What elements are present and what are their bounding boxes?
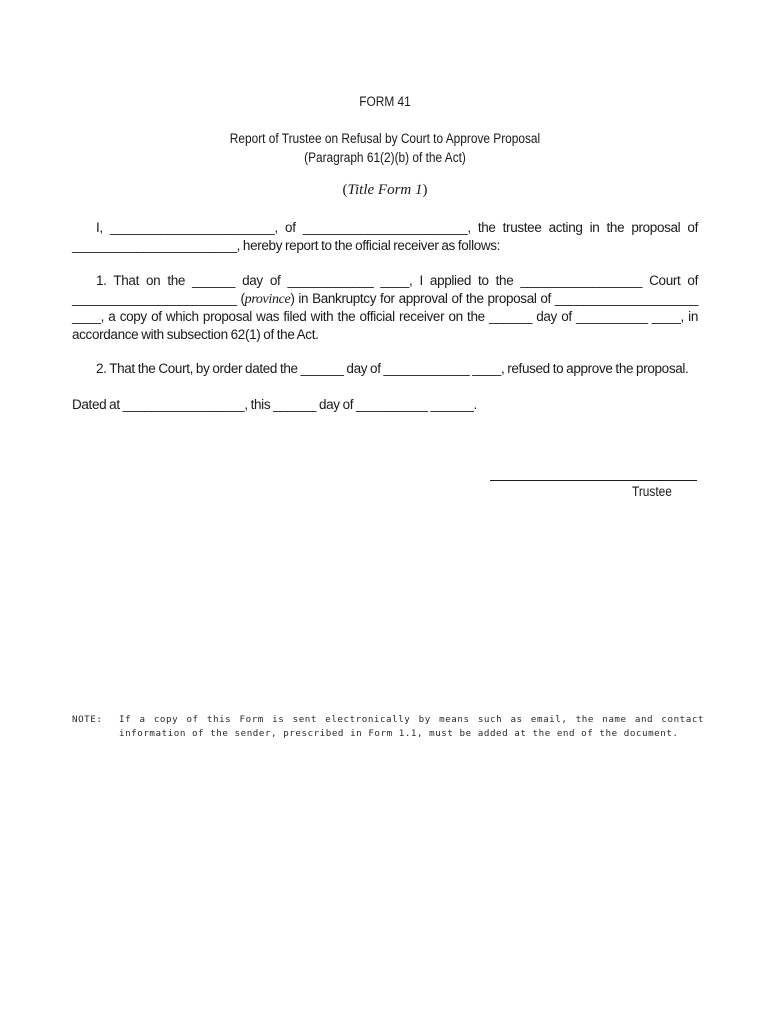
province-label: province bbox=[244, 291, 291, 307]
title-form-text: Title Form 1 bbox=[347, 182, 423, 198]
signature-line bbox=[490, 480, 697, 481]
paragraph-one-line-4: accordance with subsection 62(1) of the Act. bbox=[72, 326, 319, 342]
paragraph-one-line-2-post: ) in Bankruptcy for approval of the proposal of ____________________ bbox=[290, 290, 698, 306]
paragraph-two bbox=[72, 360, 698, 378]
paragraph-one bbox=[72, 272, 698, 343]
paragraph-one-line-1: 1. That on the ______ day of ____________ ____, I applied to the _________________ Court of bbox=[96, 273, 698, 288]
signature-label: Trustee bbox=[632, 484, 672, 499]
dated-text: Dated at _________________, this ______ day of __________ ______. bbox=[72, 397, 477, 412]
form-number: FORM 41 bbox=[359, 94, 411, 109]
form-reference: (Paragraph 61(2)(b) of the Act) bbox=[304, 150, 466, 165]
intro-line-1: I, _______________________, of _______________________, the trustee acting in the proposal of bbox=[96, 220, 698, 235]
note-text: If a copy of this Form is sent electronically by means such as email, the name and contact information of the sender, prescribed in Form 1.1, must be added at the end of the document. bbox=[119, 714, 704, 739]
paragraph-one-line-2-pre: _______________________ ( bbox=[72, 290, 245, 306]
intro-paragraph bbox=[72, 219, 698, 254]
intro-line-2: _______________________, hereby report to the official receiver as follows: bbox=[72, 237, 501, 253]
note-label: NOTE: bbox=[72, 714, 103, 725]
dated-line bbox=[72, 396, 698, 414]
form-title: Report of Trustee on Refusal by Court to Approve Proposal bbox=[229, 131, 541, 146]
title-form-line: (Title Form 1) bbox=[342, 182, 428, 198]
paragraph-one-line-3: ____, a copy of which proposal was filed with the official receiver on the ______ day of __________ ____, in bbox=[72, 309, 698, 324]
paragraph-two-text: 2. That the Court, by order dated the ______ day of ____________ ____, refused to approve the proposal. bbox=[96, 361, 689, 376]
form-subtitle bbox=[0, 129, 770, 167]
